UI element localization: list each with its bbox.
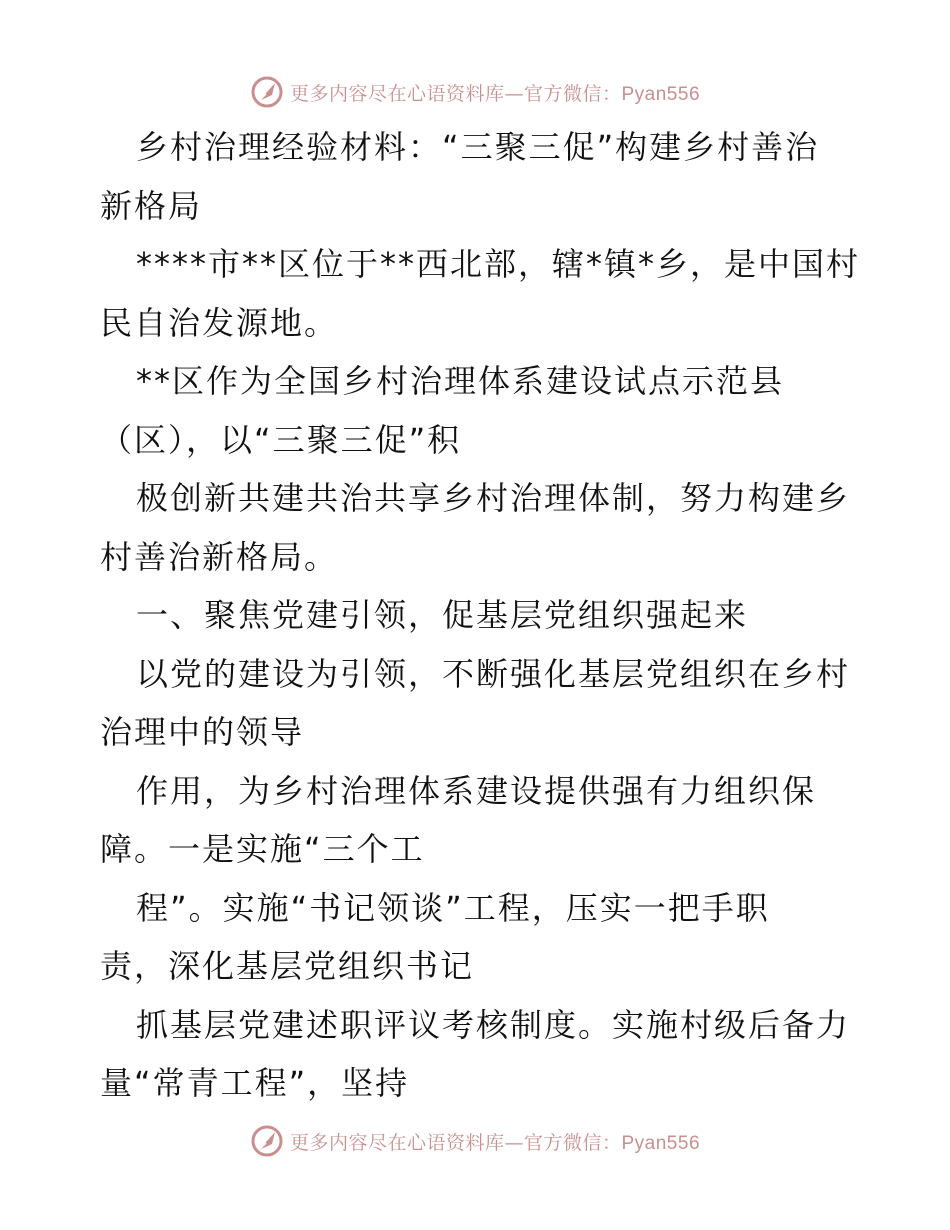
doc-line: （区），以“三聚三促”积 bbox=[100, 420, 462, 459]
doc-line: 新格局 bbox=[100, 186, 203, 225]
banner-slogan: 更多内容尽在心语资料库—官方微信： bbox=[289, 82, 622, 105]
document-body bbox=[100, 118, 860, 1113]
banner-slogan: 更多内容尽在心语资料库—官方微信： bbox=[289, 1131, 622, 1154]
section-heading: 一、聚焦党建引领，促基层党组织强起来 bbox=[136, 596, 749, 634]
doc-line: 村善治新格局。 bbox=[100, 537, 339, 576]
banner-contact: Pyan556 bbox=[621, 83, 701, 105]
quill-pen-logo-icon bbox=[250, 75, 284, 109]
quill-pen-logo-icon bbox=[250, 1124, 284, 1158]
doc-line: 程”。实施“书记领谈”工程，压实一把手职 bbox=[136, 888, 770, 927]
doc-line: 民自治发源地。 bbox=[100, 303, 339, 342]
banner-text bbox=[290, 79, 700, 106]
doc-line: **区作为全国乡村治理体系建设试点示范县 bbox=[136, 362, 785, 400]
banner-text bbox=[290, 1128, 700, 1155]
doc-line: 治理中的领导 bbox=[100, 713, 305, 751]
doc-line: 责，深化基层党组织书记 bbox=[100, 947, 475, 985]
doc-line: 乡村治理经验材料：“三聚三促”构建乡村善治 bbox=[136, 128, 820, 166]
page-footer-banner bbox=[0, 1121, 950, 1161]
banner-contact: Pyan556 bbox=[621, 1132, 701, 1154]
doc-line: ****市**区位于**西北部，辖*镇*乡，是中国村 bbox=[136, 245, 861, 283]
doc-line: 抓基层党建述职评议考核制度。实施村级后备力 bbox=[136, 1005, 851, 1044]
doc-line: 极创新共建共治共享乡村治理体制，努力构建乡 bbox=[136, 479, 851, 517]
doc-line: 障。一是实施“三个工 bbox=[100, 830, 425, 868]
doc-line: 作用，为乡村治理体系建设提供强有力组织保 bbox=[136, 771, 817, 810]
doc-line: 以党的建设为引领，不断强化基层党组织在乡村 bbox=[136, 654, 851, 693]
page-header-banner bbox=[0, 72, 950, 112]
doc-line: 量“常青工程”，坚持 bbox=[100, 1064, 410, 1102]
